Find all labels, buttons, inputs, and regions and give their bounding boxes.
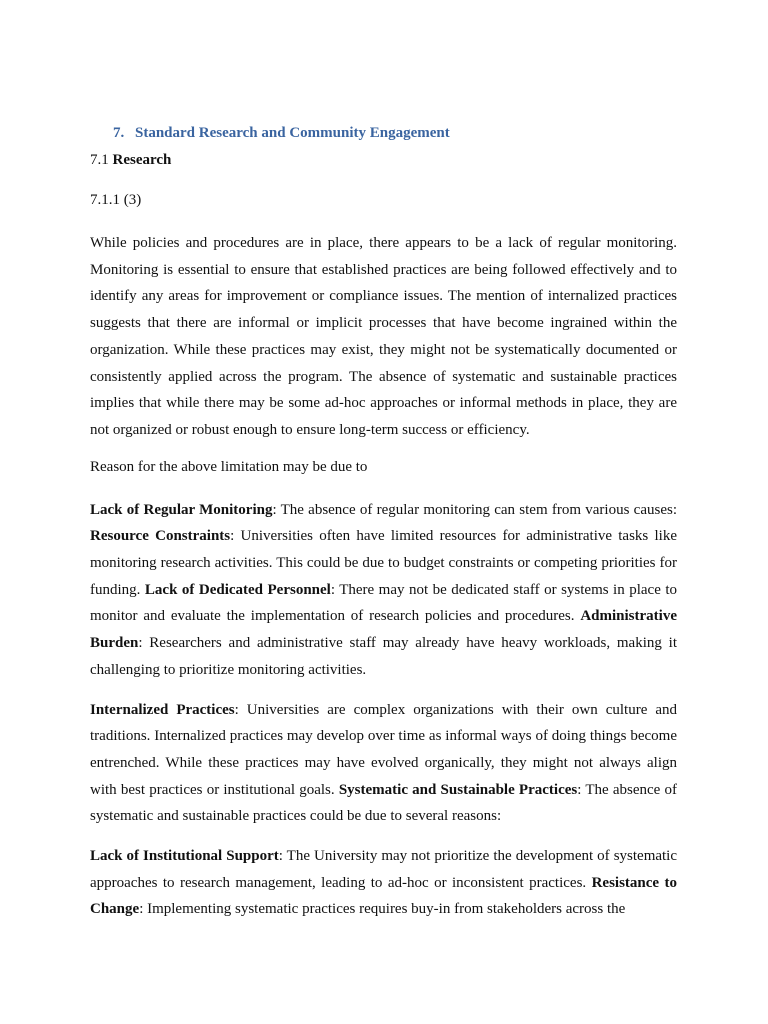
section-number: 7. (113, 125, 125, 141)
reason-intro: Reason for the above limitation may be due to (90, 458, 368, 475)
paragraph-institutional-support (90, 843, 677, 923)
subsection-number: 7.1 (90, 152, 109, 168)
text-span: : The absence of systematic and sustainable practices could be due to several reasons: (90, 781, 677, 825)
document-page (90, 123, 677, 936)
paragraph-lack-of-monitoring (90, 497, 677, 684)
term-resource-constraints: Resource Constraints (90, 528, 231, 545)
term-lack-of-institutional-support: Lack of Institutional Support (90, 848, 279, 865)
section-title: Standard Research and Community Engagement (135, 125, 450, 141)
subsection-heading (90, 150, 677, 170)
subsection-title: Research (112, 152, 172, 168)
paragraph-monitoring-overview: While policies and procedures are in place, there appears to be a lack of regular monitoring. Monitoring is essential to ensure that established practices are being followed effectively and to identify any areas for improvement or compliance issues. The mention of internalized practices suggests that there are informal or implicit processes that have become ingrained within the organization. While these practices may exist, they might not be systematically documented or consistently applied across the program. The absence of systematic and sustainable practices implies that while there may be some ad-hoc approaches or informal methods in place, they are not organized or robust enough to ensure long-term success or efficiency. (90, 235, 677, 438)
term-internalized-practices: Internalized Practices (90, 701, 235, 718)
text-span: : Universities are complex organizations with their own culture and traditions. Internalized practices may develop over time as informal ways of doing things become entrenched. While these practices may have evolved organically, they might not always align with best practices or institutional goals. (90, 701, 677, 798)
term-resistance-to-change: Resistance to Change (90, 874, 678, 918)
text-span: : Researchers and administrative staff may already have heavy workloads, making it challenging to prioritize monitoring activities. (90, 635, 677, 678)
text-span: : The absence of regular monitoring can stem from various causes: (272, 501, 677, 518)
term-lack-of-dedicated-personnel: Lack of Dedicated Personnel (144, 581, 331, 598)
criterion-label: 7.1.1 (3) (90, 192, 142, 208)
term-systematic-sustainable-practices: Systematic and Sustainable Practices (338, 781, 578, 798)
text-span: : The University may not prioritize the development of systematic approaches to research management, leading to ad-hoc or inconsistent practices. (90, 848, 678, 891)
text-span: : There may not be dedicated staff or systems in place to monitor and evaluate the implementation of research policies and procedures. (90, 581, 678, 625)
text-span: : Implementing systematic practices requires buy-in from stakeholders across the (139, 901, 626, 918)
section-heading (113, 123, 677, 143)
text-span: : Universities often have limited resources for administrative tasks like monitoring research activities. This could be due to budget constraints or competing priorities for funding. (90, 528, 677, 598)
term-lack-of-regular-monitoring: Lack of Regular Monitoring (90, 501, 273, 518)
term-administrative-burden: Administrative Burden (90, 608, 677, 652)
paragraph-internalized-practices (90, 697, 677, 831)
